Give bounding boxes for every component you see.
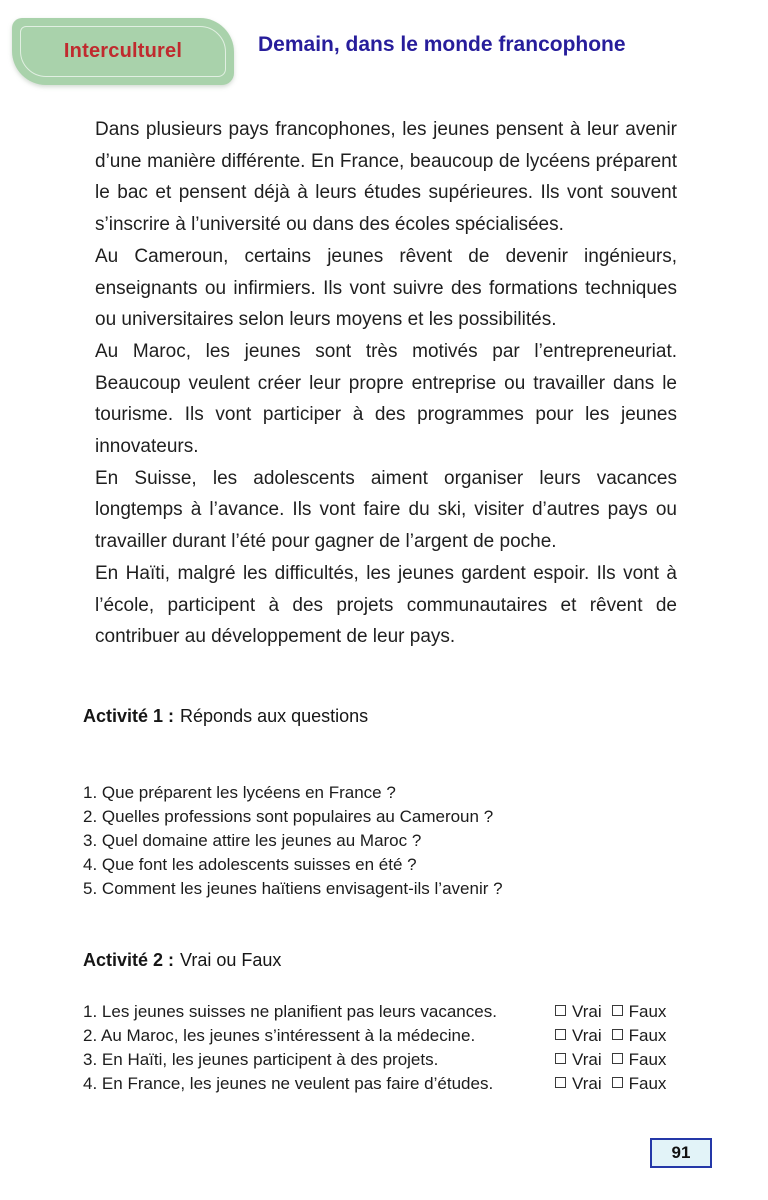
question-text: Comment les jeunes haïtiens envisagent-ils l’avenir ? xyxy=(101,879,503,898)
question-text: Que font les adolescents suisses en été ? xyxy=(101,855,417,874)
tf-number: 3. xyxy=(83,1050,98,1069)
question-item xyxy=(83,781,503,805)
tf-item xyxy=(83,1024,683,1048)
question-text: Quel domaine attire les jeunes au Maroc ? xyxy=(101,831,422,850)
checkbox-faux[interactable] xyxy=(612,1077,623,1088)
vrai-label: Vrai xyxy=(572,1026,602,1045)
faux-label: Faux xyxy=(628,1002,667,1021)
tf-statement xyxy=(83,1072,555,1096)
article-paragraph: Au Maroc, les jeunes sont très motivés par l’entrepreneuriat. Beaucoup veulent créer leur propre entreprise ou travailler dans le tourisme. Ils vont participer à des programmes pour les jeunes innovateurs. xyxy=(95,340,677,458)
checkbox-vrai[interactable] xyxy=(555,1053,566,1064)
activity1-label: Activité 1 : xyxy=(83,706,175,726)
page-title: Demain, dans le monde francophone xyxy=(258,33,626,56)
activity1-instruction: Réponds aux questions xyxy=(180,706,369,726)
tf-statement xyxy=(83,1024,555,1048)
question-number: 5. xyxy=(83,879,98,898)
tf-options xyxy=(555,1000,666,1024)
checkbox-faux[interactable] xyxy=(612,1029,623,1040)
tf-text: Au Maroc, les jeunes s’intéressent à la médecine. xyxy=(100,1026,476,1045)
activity2-truefalse-list xyxy=(83,1000,683,1096)
activity2-label: Activité 2 : xyxy=(83,950,175,970)
tf-number: 1. xyxy=(83,1002,98,1021)
section-badge-label: Interculturel xyxy=(63,40,183,62)
activity2-heading xyxy=(83,950,281,971)
activity2-instruction: Vrai ou Faux xyxy=(180,950,282,970)
tf-item xyxy=(83,1048,683,1072)
question-number: 1. xyxy=(83,783,98,802)
activity1-heading xyxy=(83,706,368,727)
activity1-question-list xyxy=(83,781,503,901)
question-item xyxy=(83,877,503,901)
faux-label: Faux xyxy=(628,1074,667,1093)
checkbox-faux[interactable] xyxy=(612,1053,623,1064)
checkbox-faux[interactable] xyxy=(612,1005,623,1016)
question-item xyxy=(83,829,503,853)
article-paragraph: En Haïti, malgré les difficultés, les jeunes gardent espoir. Ils vont à l’école, participent à des projets communautaires et rêvent de contribuer au développement de leur pays. xyxy=(95,562,677,648)
tf-options xyxy=(555,1048,666,1072)
question-text: Que préparent les lycéens en France ? xyxy=(101,783,396,802)
page-number: 91 xyxy=(671,1143,691,1162)
question-text: Quelles professions sont populaires au Cameroun ? xyxy=(101,807,494,826)
question-item xyxy=(83,805,503,829)
tf-number: 4. xyxy=(83,1074,98,1093)
question-number: 3. xyxy=(83,831,98,850)
article-paragraph: En Suisse, les adolescents aiment organiser leurs vacances longtemps à l’avance. Ils vont faire du ski, visiter d’autres pays ou travailler durant l’été pour gagner de l’argent de poche. xyxy=(95,467,677,553)
vrai-label: Vrai xyxy=(572,1074,602,1093)
tf-number: 2. xyxy=(83,1026,98,1045)
article-paragraph: Au Cameroun, certains jeunes rêvent de devenir ingénieurs, enseignants ou infirmiers. Ils vont suivre des formations techniques ou universitaires selon leurs moyens et les possibilités. xyxy=(95,245,677,331)
checkbox-vrai[interactable] xyxy=(555,1005,566,1016)
tf-options xyxy=(555,1072,666,1096)
page-number-box xyxy=(650,1138,712,1168)
tf-text: En France, les jeunes ne veulent pas faire d’études. xyxy=(101,1074,494,1093)
tf-text: Les jeunes suisses ne planifient pas leurs vacances. xyxy=(101,1002,497,1021)
tf-text: En Haïti, les jeunes participent à des projets. xyxy=(101,1050,439,1069)
reading-passage xyxy=(95,114,677,653)
question-number: 4. xyxy=(83,855,98,874)
checkbox-vrai[interactable] xyxy=(555,1029,566,1040)
vrai-label: Vrai xyxy=(572,1050,602,1069)
article-paragraph: Dans plusieurs pays francophones, les jeunes pensent à leur avenir d’une manière différente. En France, beaucoup de lycéens préparent le bac et pensent déjà à leurs études supérieures. Ils vont souvent s’inscrire à l’université ou dans des écoles spécialisées. xyxy=(95,119,677,236)
tf-options xyxy=(555,1024,666,1048)
vrai-label: Vrai xyxy=(572,1002,602,1021)
faux-label: Faux xyxy=(628,1050,667,1069)
question-item xyxy=(83,853,503,877)
checkbox-vrai[interactable] xyxy=(555,1077,566,1088)
section-badge xyxy=(12,18,234,85)
tf-statement xyxy=(83,1000,555,1024)
tf-item xyxy=(83,1072,683,1096)
tf-statement xyxy=(83,1048,555,1072)
faux-label: Faux xyxy=(628,1026,667,1045)
tf-item xyxy=(83,1000,683,1024)
question-number: 2. xyxy=(83,807,98,826)
